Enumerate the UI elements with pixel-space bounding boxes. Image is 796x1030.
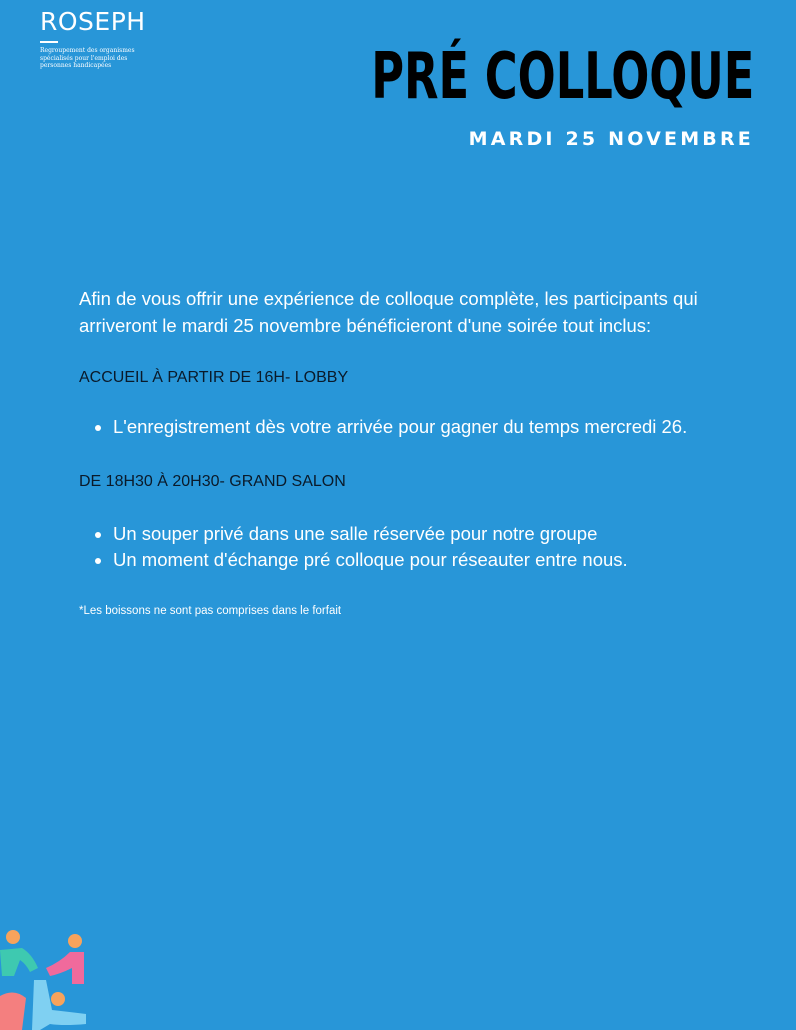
section-heading-dinner: DE 18H30 À 20H30- GRAND SALON (79, 472, 346, 490)
logo-subtitle-line: personnes handicapées (40, 62, 112, 69)
logo-divider (40, 41, 58, 43)
logo-subtitle (40, 47, 180, 70)
footnote: *Les boissons ne sont pas comprises dans le forfait (79, 604, 342, 617)
figure-body-pink (46, 952, 84, 984)
section-heading-welcome: ACCUEIL À PARTIR DE 16H- LOBBY (79, 369, 349, 386)
page-title: PRÉ COLLOQUE (370, 40, 754, 114)
logo-wordmark: ROSEPH (40, 7, 146, 36)
list-item: • Un souper privé dans une salle réservée pour notre groupe (113, 521, 719, 548)
intro-paragraph: Afin de vous offrir une expérience de colloque complète, les participants qui arriveront le mardi 25 novembre bénéficieront d'une soirée tout inclus: (79, 288, 698, 336)
figure-head-pink (68, 934, 82, 948)
logo-subtitle-line: spécialisés pour l'emploi des (40, 54, 128, 62)
people-figures-icon (0, 924, 100, 1030)
list-item: • Un moment d'échange pré colloque pour réseauter entre nous. (113, 547, 719, 574)
figure-head-lightblue (51, 992, 65, 1006)
roseph-logo (40, 8, 180, 70)
event-date: MARDI 25 NOVEMBRE (468, 128, 754, 150)
dinner-list (79, 521, 719, 574)
list-item: • L'enregistrement dès votre arrivée pour gagner du temps mercredi 26. (113, 414, 719, 441)
main-content (79, 286, 719, 618)
welcome-list (79, 414, 719, 441)
figure-head-teal (6, 930, 20, 944)
figure-body-teal (0, 948, 38, 976)
figure-body-coral (0, 992, 26, 1030)
logo-subtitle-line: Regroupement des organismes (40, 47, 135, 54)
